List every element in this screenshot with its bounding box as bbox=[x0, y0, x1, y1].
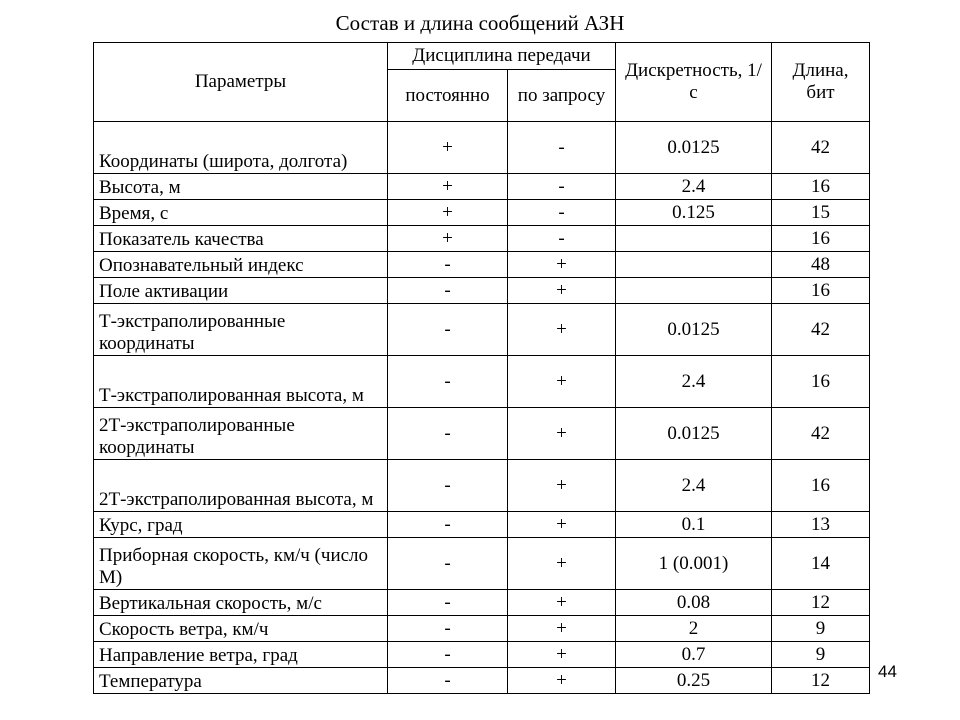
header-on-request: по запросу bbox=[508, 70, 616, 122]
table-row bbox=[94, 590, 870, 616]
discreteness-cell: 0.1 bbox=[616, 512, 772, 538]
table-row bbox=[94, 668, 870, 694]
messages-table bbox=[93, 42, 870, 694]
request-cell: - bbox=[508, 226, 616, 252]
param-cell: Т-экстраполированные координаты bbox=[94, 304, 388, 356]
discreteness-cell: 0.0125 bbox=[616, 304, 772, 356]
request-cell: + bbox=[508, 278, 616, 304]
length-cell: 16 bbox=[772, 174, 870, 200]
discreteness-cell bbox=[616, 278, 772, 304]
param-cell: Поле активации bbox=[94, 278, 388, 304]
length-cell: 42 bbox=[772, 304, 870, 356]
constant-cell: - bbox=[388, 408, 508, 460]
param-cell: Показатель качества bbox=[94, 226, 388, 252]
discreteness-cell: 0.0125 bbox=[616, 408, 772, 460]
constant-cell: - bbox=[388, 252, 508, 278]
page-title: Состав и длина сообщений АЗН bbox=[335, 11, 625, 35]
table-row bbox=[94, 226, 870, 252]
constant-cell: + bbox=[388, 174, 508, 200]
param-cell: 2Т-экстраполированная высота, м bbox=[94, 460, 388, 512]
request-cell: + bbox=[508, 642, 616, 668]
param-cell: Направление ветра, град bbox=[94, 642, 388, 668]
constant-cell: - bbox=[388, 616, 508, 642]
table-row bbox=[94, 512, 870, 538]
constant-cell: + bbox=[388, 226, 508, 252]
param-cell: Температура bbox=[94, 668, 388, 694]
constant-cell: - bbox=[388, 642, 508, 668]
param-cell: Опознавательный индекс bbox=[94, 252, 388, 278]
length-cell: 14 bbox=[772, 538, 870, 590]
constant-cell: - bbox=[388, 278, 508, 304]
param-cell: Курс, град bbox=[94, 512, 388, 538]
length-cell: 16 bbox=[772, 278, 870, 304]
table-row bbox=[94, 122, 870, 174]
request-cell: - bbox=[508, 174, 616, 200]
param-cell: Координаты (широта, долгота) bbox=[94, 122, 388, 174]
table-row bbox=[94, 408, 870, 460]
table-row bbox=[94, 538, 870, 590]
header-discipline: Дисциплина передачи bbox=[388, 43, 616, 70]
table-row bbox=[94, 200, 870, 226]
constant-cell: + bbox=[388, 122, 508, 174]
param-cell: Высота, м bbox=[94, 174, 388, 200]
length-cell: 16 bbox=[772, 356, 870, 408]
length-cell: 16 bbox=[772, 226, 870, 252]
table-row bbox=[94, 642, 870, 668]
discreteness-cell: 2.4 bbox=[616, 174, 772, 200]
param-cell: Т-экстраполированная высота, м bbox=[94, 356, 388, 408]
table-row bbox=[94, 174, 870, 200]
length-cell: 42 bbox=[772, 408, 870, 460]
constant-cell: - bbox=[388, 356, 508, 408]
length-cell: 15 bbox=[772, 200, 870, 226]
request-cell: + bbox=[508, 304, 616, 356]
header-constant: постоянно bbox=[388, 70, 508, 122]
header-discreteness: Дискретность, 1/с bbox=[616, 43, 772, 122]
param-cell: Время, с bbox=[94, 200, 388, 226]
param-cell: 2Т-экстраполированные координаты bbox=[94, 408, 388, 460]
request-cell: + bbox=[508, 252, 616, 278]
length-cell: 12 bbox=[772, 668, 870, 694]
param-cell: Вертикальная скорость, м/с bbox=[94, 590, 388, 616]
constant-cell: - bbox=[388, 538, 508, 590]
table-row bbox=[94, 616, 870, 642]
request-cell: + bbox=[508, 408, 616, 460]
request-cell: + bbox=[508, 356, 616, 408]
table-row bbox=[94, 252, 870, 278]
request-cell: + bbox=[508, 668, 616, 694]
discreteness-cell: 0.25 bbox=[616, 668, 772, 694]
header-length: Длина, бит bbox=[772, 43, 870, 122]
constant-cell: - bbox=[388, 512, 508, 538]
length-cell: 48 bbox=[772, 252, 870, 278]
discreteness-cell: 2 bbox=[616, 616, 772, 642]
discreteness-cell: 1 (0.001) bbox=[616, 538, 772, 590]
discreteness-cell bbox=[616, 226, 772, 252]
discreteness-cell: 0.7 bbox=[616, 642, 772, 668]
request-cell: + bbox=[508, 460, 616, 512]
param-cell: Скорость ветра, км/ч bbox=[94, 616, 388, 642]
length-cell: 42 bbox=[772, 122, 870, 174]
discreteness-cell bbox=[616, 252, 772, 278]
param-cell: Приборная скорость, км/ч (число М) bbox=[94, 538, 388, 590]
request-cell: + bbox=[508, 616, 616, 642]
length-cell: 16 bbox=[772, 460, 870, 512]
constant-cell: - bbox=[388, 304, 508, 356]
page-number: 44 bbox=[878, 662, 897, 681]
constant-cell: + bbox=[388, 200, 508, 226]
discreteness-cell: 0.0125 bbox=[616, 122, 772, 174]
table-row bbox=[94, 356, 870, 408]
constant-cell: - bbox=[388, 460, 508, 512]
table-row bbox=[94, 304, 870, 356]
constant-cell: - bbox=[388, 668, 508, 694]
length-cell: 12 bbox=[772, 590, 870, 616]
length-cell: 13 bbox=[772, 512, 870, 538]
length-cell: 9 bbox=[772, 642, 870, 668]
header-params: Параметры bbox=[94, 43, 388, 122]
discreteness-cell: 0.08 bbox=[616, 590, 772, 616]
table-row bbox=[94, 278, 870, 304]
request-cell: + bbox=[508, 590, 616, 616]
request-cell: + bbox=[508, 512, 616, 538]
discreteness-cell: 0.125 bbox=[616, 200, 772, 226]
table-row bbox=[94, 460, 870, 512]
length-cell: 9 bbox=[772, 616, 870, 642]
request-cell: - bbox=[508, 200, 616, 226]
discreteness-cell: 2.4 bbox=[616, 356, 772, 408]
request-cell: - bbox=[508, 122, 616, 174]
discreteness-cell: 2.4 bbox=[616, 460, 772, 512]
request-cell: + bbox=[508, 538, 616, 590]
constant-cell: - bbox=[388, 590, 508, 616]
